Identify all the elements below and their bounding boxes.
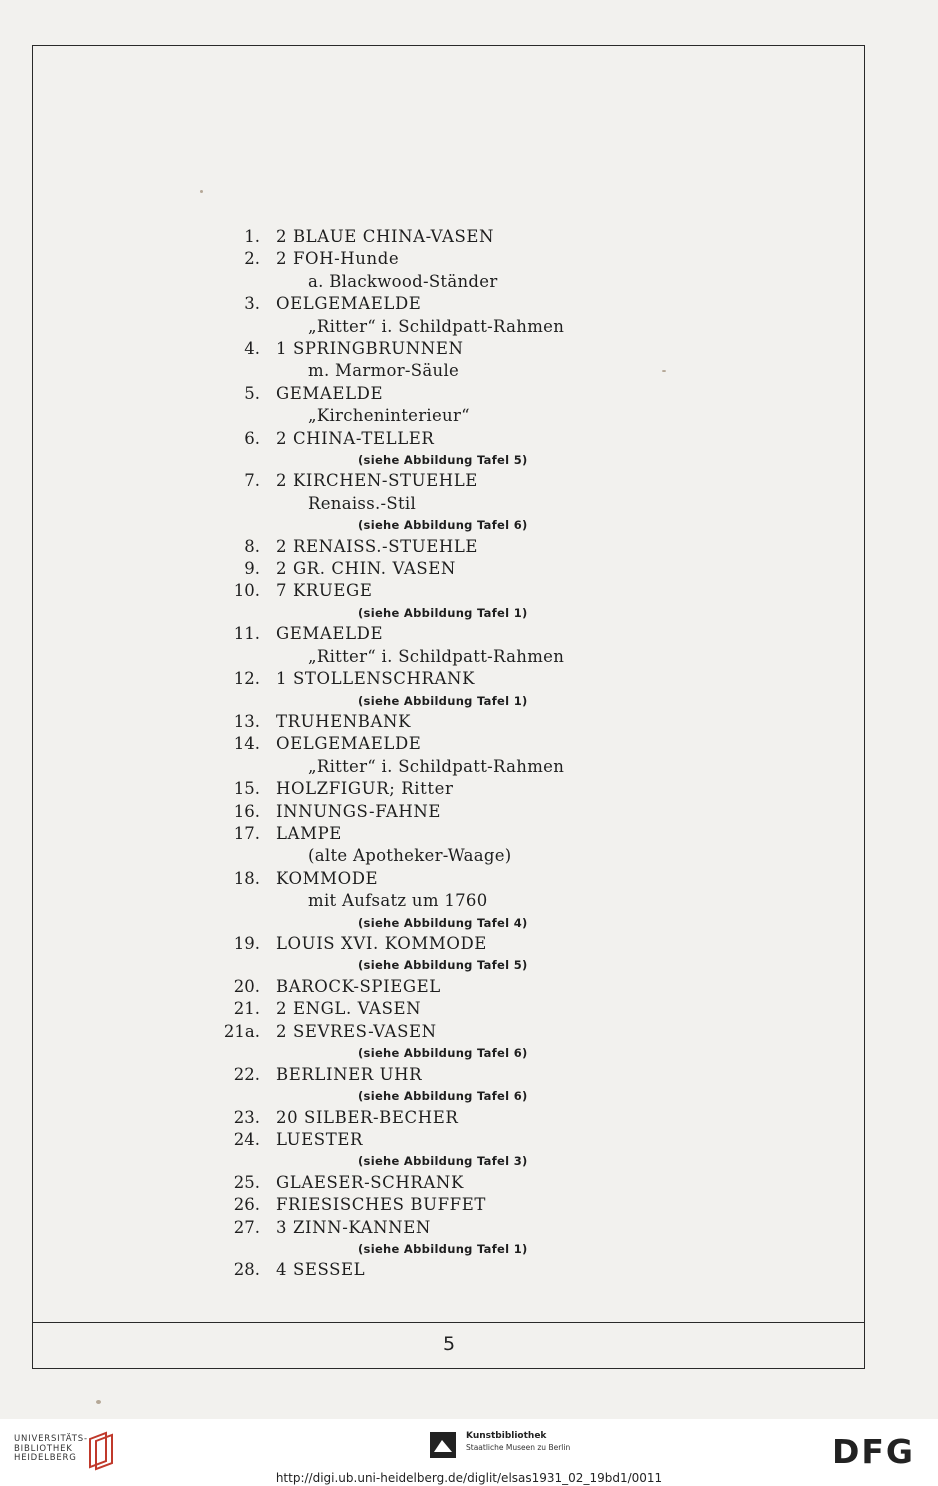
catalog-entry — [0, 778, 938, 800]
catalog-entry-number: 6. — [244, 428, 260, 448]
catalog-entry-number: 5. — [244, 383, 260, 403]
catalog-entry-number: 7. — [244, 471, 260, 491]
kunstbibliothek-title: Kunstbibliothek — [466, 1431, 547, 1441]
catalog-entry-description: a. Blackwood-Ständer — [308, 271, 498, 291]
catalog-entry — [0, 1021, 938, 1043]
catalog-entry-title: 2 RENAISS.-STUEHLE — [276, 536, 479, 556]
paper-speck — [200, 190, 203, 193]
plate-reference-text: (siehe Abbildung Tafel 4) — [358, 915, 528, 930]
catalog-entry-number: 20. — [233, 976, 260, 996]
catalog-entry — [0, 1217, 938, 1239]
plate-reference-text: (siehe Abbildung Tafel 5) — [358, 452, 528, 467]
footer-rule — [32, 1322, 865, 1323]
plate-reference-text: (siehe Abbildung Tafel 1) — [358, 1241, 528, 1256]
catalog-entry-title: BERLINER UHR — [276, 1064, 423, 1084]
catalog-entry-description: mit Aufsatz um 1760 — [308, 891, 488, 911]
catalog-entry-number: 9. — [244, 559, 260, 579]
plate-reference-text: (siehe Abbildung Tafel 1) — [358, 605, 528, 620]
catalog-entry-number: 17. — [233, 823, 260, 843]
catalog-plate-reference — [0, 1151, 938, 1172]
catalog-entry-number: 19. — [233, 934, 260, 954]
catalog-entry — [0, 293, 938, 315]
catalog-entry-number: 12. — [233, 669, 260, 689]
catalog-entry-detail — [0, 271, 938, 293]
catalog-entry-number: 22. — [233, 1064, 260, 1084]
catalog-entry-title: 7 KRUEGE — [276, 581, 373, 601]
catalog-entry-title: LOUIS XVI. KOMMODE — [276, 934, 487, 954]
catalog-plate-reference — [0, 955, 938, 976]
catalog-plate-reference — [0, 603, 938, 624]
catalog-entry-description: „Ritter“ i. Schildpatt-Rahmen — [308, 646, 565, 666]
catalog-entry — [0, 1172, 938, 1194]
catalog-entry — [0, 338, 938, 360]
catalog-entry-description: „Kircheninterieur“ — [308, 406, 470, 426]
catalog-entry-title: GLAESER-SCHRANK — [276, 1172, 464, 1192]
catalog-entry-title: LUESTER — [276, 1129, 363, 1149]
catalog-entry-number: 1. — [244, 227, 260, 246]
catalog-entry-description: „Ritter“ i. Schildpatt-Rahmen — [308, 316, 565, 336]
catalog-entry-number: 8. — [244, 536, 260, 556]
catalog-entry-description: „Ritter“ i. Schildpatt-Rahmen — [308, 756, 565, 776]
catalog-entry-number: 21. — [233, 999, 260, 1019]
catalog-entry-title: LAMPE — [276, 823, 342, 843]
plate-reference-text: (siehe Abbildung Tafel 6) — [358, 1046, 528, 1061]
catalog-entry-description: (alte Apotheker-Waage) — [308, 846, 512, 866]
catalog-entry-detail — [0, 646, 938, 668]
catalog-entry-detail — [0, 360, 938, 382]
dfg-logo: DFG — [832, 1432, 916, 1471]
catalog-entry-title: 2 FOH-Hunde — [276, 249, 400, 269]
university-name: UNIVERSITÄTS- BIBLIOTHEK HEIDELBERG — [14, 1434, 88, 1463]
catalog-entry-title: 2 BLAUE CHINA-VASEN — [276, 227, 495, 246]
catalog-entry — [0, 711, 938, 733]
catalog-entry — [0, 1129, 938, 1151]
catalog-entry-title: HOLZFIGUR; Ritter — [276, 779, 454, 799]
catalog-entry-title: GEMAELDE — [276, 383, 384, 403]
catalog-entry — [0, 248, 938, 270]
catalog-entry — [0, 1107, 938, 1129]
catalog-entry-title: 2 KIRCHEN-STUEHLE — [276, 471, 478, 491]
catalog-entry-title: KOMMODE — [276, 868, 379, 888]
catalog-plate-reference — [0, 913, 938, 934]
catalog-entry-number: 13. — [233, 712, 260, 732]
catalog-entry-detail — [0, 493, 938, 515]
catalog-entry-detail — [0, 890, 938, 912]
catalog-entry-title: TRUHENBANK — [276, 712, 412, 732]
kunstbibliothek-subtitle: Staatliche Museen zu Berlin — [466, 1443, 571, 1452]
catalog-entry — [0, 668, 938, 690]
catalog-plate-reference — [0, 691, 938, 712]
catalog-entry-number: 23. — [233, 1107, 260, 1127]
plate-reference-text: (siehe Abbildung Tafel 3) — [358, 1154, 528, 1169]
plate-reference-text: (siehe Abbildung Tafel 6) — [358, 518, 528, 533]
catalog-entry — [0, 801, 938, 823]
catalog-entry-title: OELGEMAELDE — [276, 294, 422, 314]
catalog-entry-detail — [0, 756, 938, 778]
catalog-entry-title: 2 SEVRES-VASEN — [276, 1021, 437, 1041]
catalog-entry — [0, 226, 938, 248]
paper-speck — [96, 1400, 101, 1404]
catalog-entry-detail — [0, 405, 938, 427]
catalog-entry — [0, 1064, 938, 1086]
plate-reference-text: (siehe Abbildung Tafel 6) — [358, 1089, 528, 1103]
catalog-entry-number: 11. — [233, 624, 260, 644]
catalog-entry-number: 26. — [233, 1195, 260, 1215]
catalog-entry — [0, 733, 938, 755]
digitization-footer — [0, 1419, 938, 1486]
catalog-entry-detail — [0, 845, 938, 867]
page-number: 5 — [442, 1333, 456, 1355]
catalog-entry — [0, 536, 938, 558]
catalog-entry-title: INNUNGS-FAHNE — [276, 801, 442, 821]
catalog-entry — [0, 998, 938, 1020]
catalog-entry-title: OELGEMAELDE — [276, 734, 422, 754]
plate-reference-text: (siehe Abbildung Tafel 5) — [358, 958, 528, 973]
catalog-entry-title: BAROCK-SPIEGEL — [276, 976, 441, 996]
catalog-entry — [0, 558, 938, 580]
catalog-entry-number: 2. — [244, 249, 260, 269]
catalog-entry-detail — [0, 316, 938, 338]
catalog-entry-title: FRIESISCHES BUFFET — [276, 1195, 486, 1215]
catalog-entry-number: 16. — [233, 801, 260, 821]
catalog-entry — [0, 580, 938, 602]
catalog-entry — [0, 383, 938, 405]
catalog-list — [0, 226, 938, 1282]
catalog-entry-description: Renaiss.-Stil — [308, 493, 417, 513]
catalog-entry-description: m. Marmor-Säule — [308, 361, 460, 381]
catalog-entry — [0, 868, 938, 890]
catalog-entry-title: 1 STOLLENSCHRANK — [276, 669, 475, 689]
catalog-entry — [0, 623, 938, 645]
source-url[interactable]: http://digi.ub.uni-heidelberg.de/diglit/elsas1931_02_19bd1/0011 — [275, 1471, 663, 1485]
catalog-plate-reference — [0, 515, 938, 536]
catalog-entry-title: GEMAELDE — [276, 624, 384, 644]
catalog-entry — [0, 976, 938, 998]
catalog-entry-number: 14. — [233, 734, 260, 754]
catalog-entry-number: 28. — [233, 1260, 260, 1280]
catalog-entry-number: 18. — [233, 868, 260, 888]
catalog-entry — [0, 1259, 938, 1281]
catalog-entry-number: 21a. — [223, 1021, 260, 1041]
catalog-entry-number: 4. — [244, 338, 260, 358]
catalog-entry-title: 2 CHINA-TELLER — [276, 428, 435, 448]
catalog-plate-reference — [0, 450, 938, 471]
catalog-entry-title: 4 SESSEL — [276, 1260, 366, 1280]
catalog-entry-title: 3 ZINN-KANNEN — [276, 1217, 431, 1237]
catalog-entry-title: 1 SPRINGBRUNNEN — [276, 338, 464, 358]
catalog-entry-number: 10. — [233, 581, 260, 601]
plate-reference-text: (siehe Abbildung Tafel 1) — [358, 693, 528, 708]
catalog-entry — [0, 1194, 938, 1216]
catalog-entry — [0, 428, 938, 450]
kunstbibliothek-logo-icon — [430, 1432, 460, 1458]
catalog-plate-reference — [0, 1239, 938, 1260]
catalog-entry — [0, 823, 938, 845]
catalog-entry-number: 15. — [233, 779, 260, 799]
catalog-entry — [0, 933, 938, 955]
catalog-entry-number: 3. — [244, 294, 260, 314]
catalog-plate-reference — [0, 1086, 938, 1107]
catalog-entry-title: 2 ENGL. VASEN — [276, 999, 422, 1019]
catalog-entry-number: 24. — [233, 1129, 260, 1149]
catalog-plate-reference — [0, 1043, 938, 1064]
catalog-entry-title: 20 SILBER-BECHER — [276, 1107, 459, 1127]
catalog-entry-number: 25. — [233, 1172, 260, 1192]
catalog-entry — [0, 470, 938, 492]
catalog-entry-title: 2 GR. CHIN. VASEN — [276, 559, 456, 579]
catalog-entry-number: 27. — [233, 1217, 260, 1237]
